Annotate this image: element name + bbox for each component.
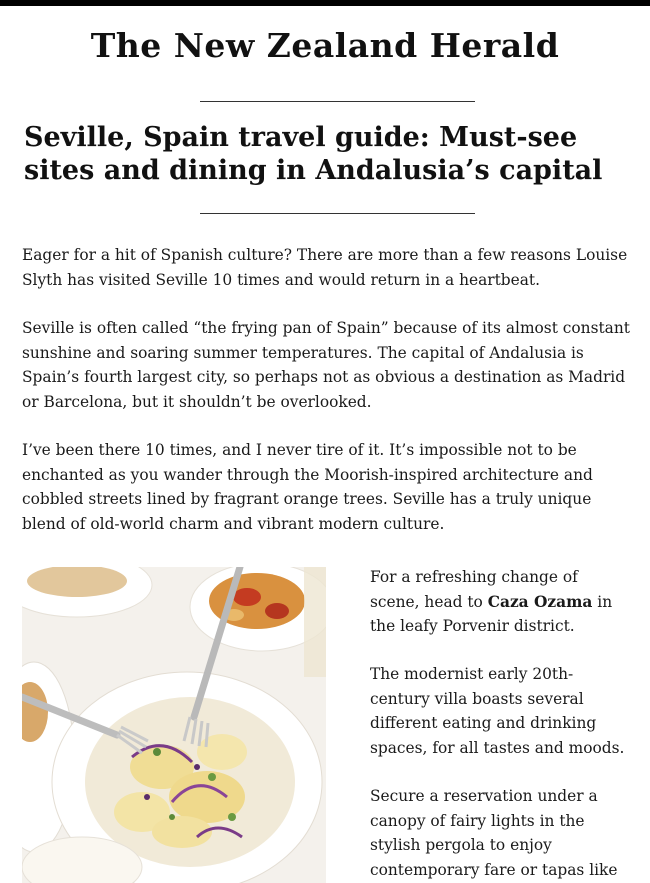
divider-bottom bbox=[200, 213, 475, 214]
food-dish-photo bbox=[22, 567, 326, 883]
divider-top bbox=[200, 101, 475, 102]
article-paragraph-1: Eager for a hit of Spanish culture? There are more than a few reasons Louise Slyth has visited Seville 10 times and would return in a heartbeat. bbox=[22, 246, 628, 289]
top-bar bbox=[0, 0, 650, 6]
side-paragraph-2: The modernist early 20th-century villa boasts several different eating and drinking spaces, for all tastes and moods. bbox=[370, 665, 625, 757]
restaurant-name: Caza Ozama bbox=[487, 592, 593, 611]
side-paragraph-1 bbox=[370, 565, 630, 639]
side-paragraph-3: Secure a reservation under a canopy of fairy lights in the stylish pergola to enjoy contemporary fare or tapas like bbox=[370, 787, 618, 879]
article-paragraph-3: I’ve been there 10 times, and I never tire of it. It’s impossible not to be enchanted as you wander through the Moorish-inspired architecture and cobbled streets lined by fragrant orange trees. Seville has a truly unique blend of old-world charm and vibrant modern culture. bbox=[22, 441, 593, 533]
masthead-logo[interactable]: The New Zealand Herald bbox=[90, 26, 560, 65]
side-text-after: in the leafy Porvenir district. bbox=[370, 592, 613, 635]
article-paragraph-2: Seville is often called “the frying pan of Spain” because of its almost constant sunshine and soaring summer temperatures. The capital of Andalusia is Spain’s fourth largest city, so perhaps not as obvious a destination as Madrid or Barcelona, but it shouldn’t be overlooked. bbox=[22, 319, 630, 411]
side-text-before: For a refreshing change of scene, head to bbox=[370, 568, 578, 611]
article-headline: Seville, Spain travel guide: Must-see sites and dining in Andalusia’s capital bbox=[24, 122, 603, 186]
